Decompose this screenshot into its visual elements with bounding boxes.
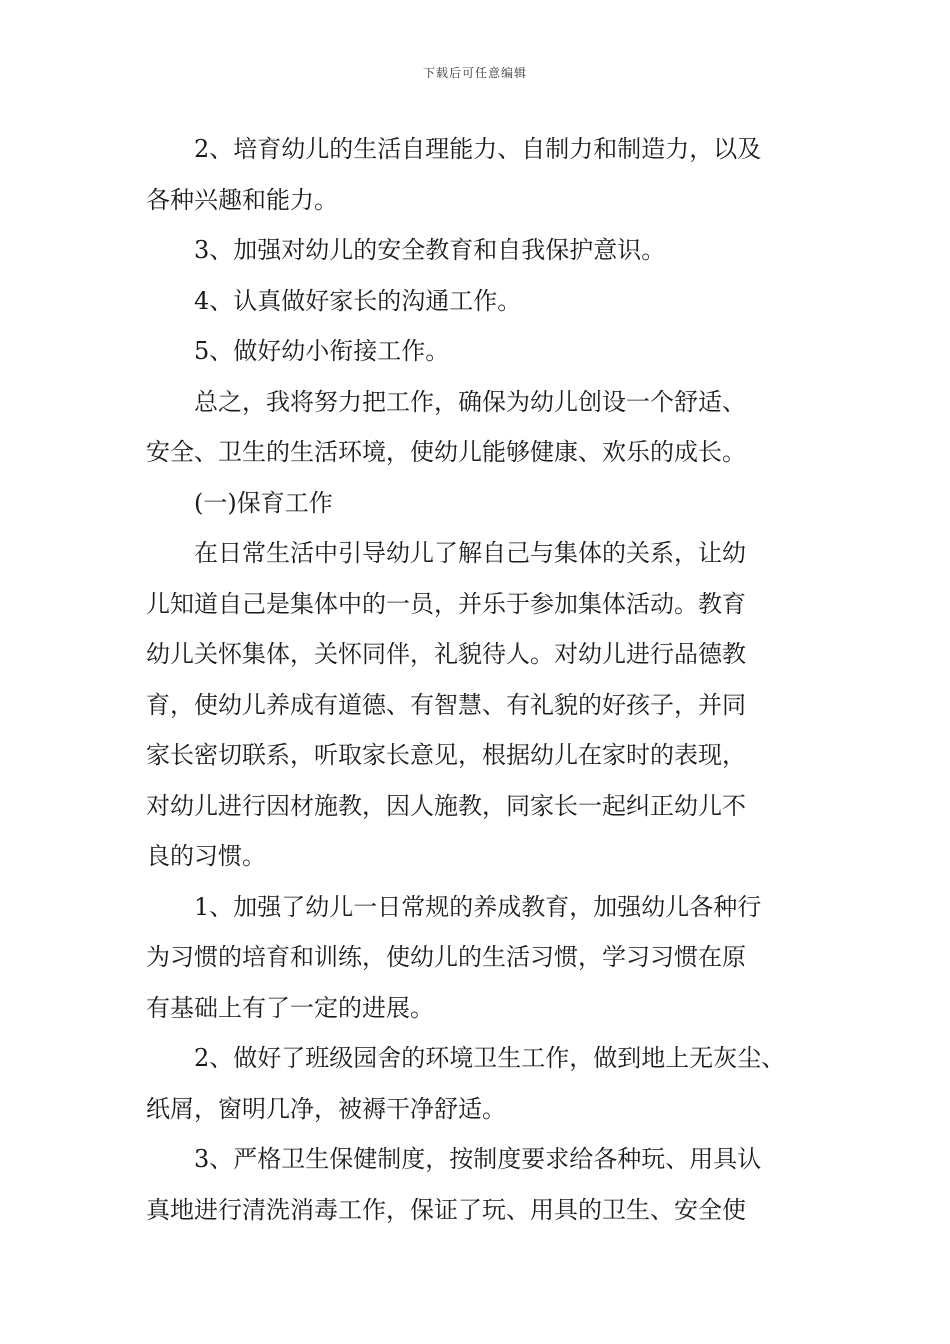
text-line: 育，使幼儿养成有道德、有智慧、有礼貌的好孩子，并同 [146, 690, 746, 719]
text-line: 3、严格卫生保健制度，按制度要求给各种玩、用具认 [194, 1145, 762, 1173]
text-line: 在日常生活中引导幼儿了解自己与集体的关系，让幼 [194, 539, 746, 567]
document-body [146, 124, 826, 1235]
text-line: 安全、卫生的生活环境，使幼儿能够健康、欢乐的成长。 [146, 438, 746, 466]
page-header: 下载后可任意编辑 [422, 66, 527, 80]
text-line: 纸屑，窗明几净，被褥干净舒适。 [146, 1094, 506, 1123]
text-line: 2、培育幼儿的生活自理能力、自制力和制造力，以及 [194, 135, 762, 163]
text-line: 总之，我将努力把工作，确保为幼儿创设一个舒适、 [194, 387, 746, 416]
text-line: 对幼儿进行因材施教，因人施教，同家长一起纠正幼儿不 [146, 791, 746, 820]
text-line: 4、认真做好家长的沟通工作。 [194, 286, 522, 315]
text-line: 有基础上有了一定的进展。 [146, 993, 434, 1022]
text-line: (一)保育工作 [194, 488, 333, 517]
text-line: 幼儿关怀集体，关怀同伴，礼貌待人。对幼儿进行品德教 [146, 640, 746, 668]
text-line: 为习惯的培育和训练，使幼儿的生活习惯，学习习惯在原 [146, 943, 746, 971]
text-line: 儿知道自己是集体中的一员，并乐于参加集体活动。教育 [146, 589, 746, 618]
text-line: 良的习惯。 [146, 842, 266, 870]
text-line: 1、加强了幼儿一日常规的养成教育，加强幼儿各种行 [194, 892, 762, 921]
text-line: 真地进行清洗消毒工作，保证了玩、用具的卫生、安全使 [146, 1195, 746, 1224]
text-line: 3、加强对幼儿的安全教育和自我保护意识。 [194, 236, 666, 264]
text-line: 2、做好了班级园舍的环境卫生工作，做到地上无灰尘、 [194, 1044, 786, 1072]
text-line: 家长密切联系，听取家长意见，根据幼儿在家时的表现， [146, 741, 746, 769]
text-line: 各种兴趣和能力。 [146, 185, 338, 214]
text-line: 5、做好幼小衔接工作。 [194, 337, 450, 365]
